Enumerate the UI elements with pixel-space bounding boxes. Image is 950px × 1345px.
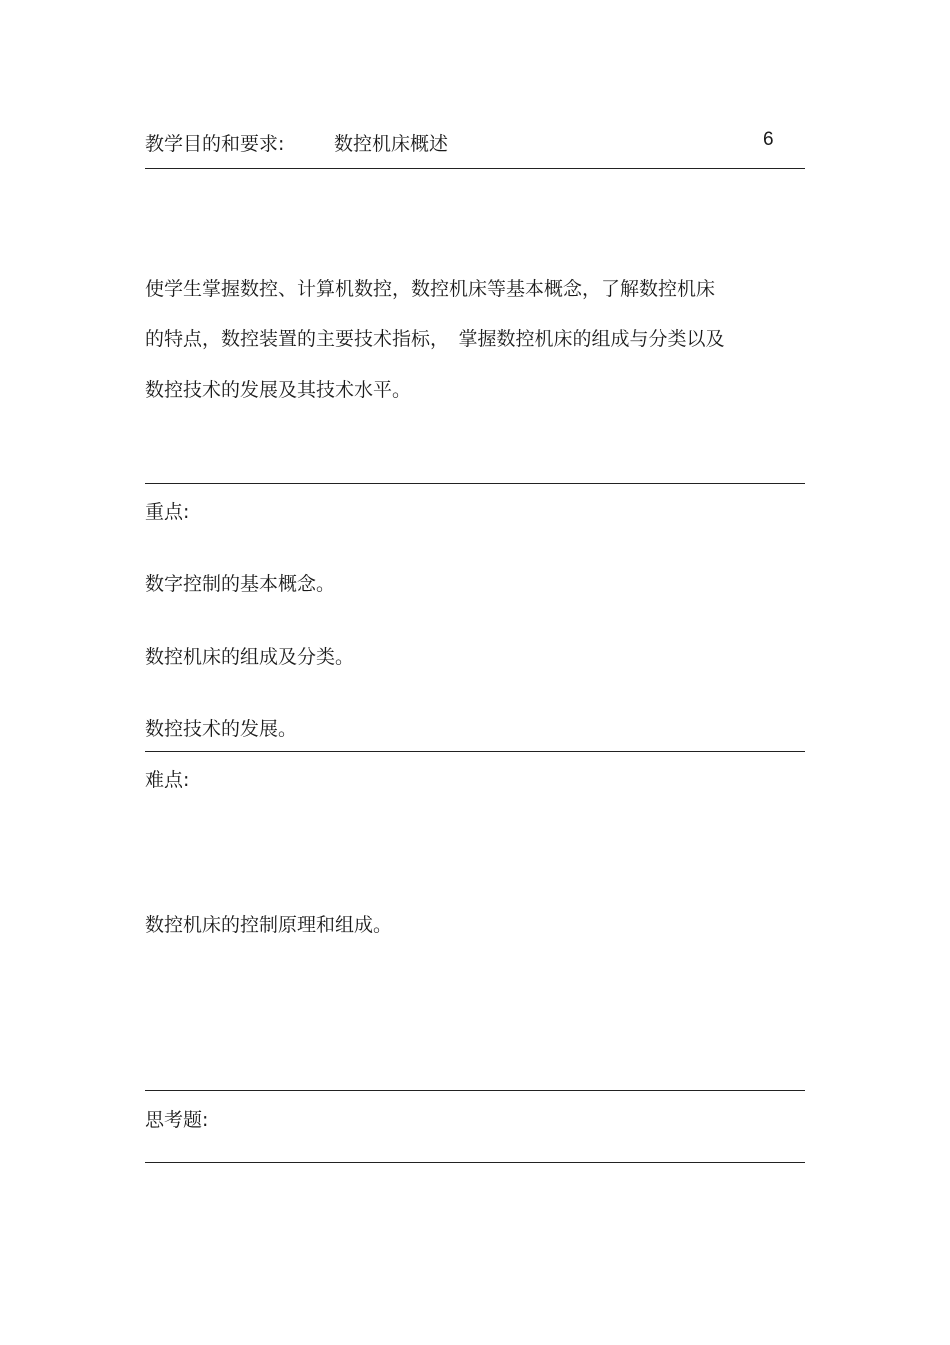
difficulty-item: 数控机床的控制原理和组成。 [145, 914, 393, 936]
questions-heading: 思考题: [145, 1109, 209, 1131]
bottom-divider [145, 1162, 805, 1163]
difficulties-heading: 难点: [145, 769, 190, 791]
key-point-item: 数控技术的发展。 [145, 718, 298, 740]
section-divider-difficulties [145, 751, 805, 752]
key-points-heading: 重点: [145, 501, 190, 523]
header-label: 教学目的和要求: [145, 133, 285, 155]
section-divider-key-points [145, 483, 805, 484]
section-divider-questions [145, 1090, 805, 1091]
chapter-number: 6 [763, 129, 774, 150]
objectives-line-3: 数控技术的发展及其技术水平。 [145, 379, 412, 401]
objectives-line-1: 使学生掌握数控、计算机数控，数控机床等基本概念，了解数控机床 [145, 278, 716, 300]
chapter-title: 数控机床概述 [334, 133, 449, 155]
header-divider [145, 168, 805, 169]
objectives-line-2: 的特点，数控装置的主要技术指标， 掌握数控机床的组成与分类以及 [145, 328, 725, 350]
key-point-item: 数控机床的组成及分类。 [145, 646, 355, 668]
key-point-item: 数字控制的基本概念。 [145, 573, 336, 595]
